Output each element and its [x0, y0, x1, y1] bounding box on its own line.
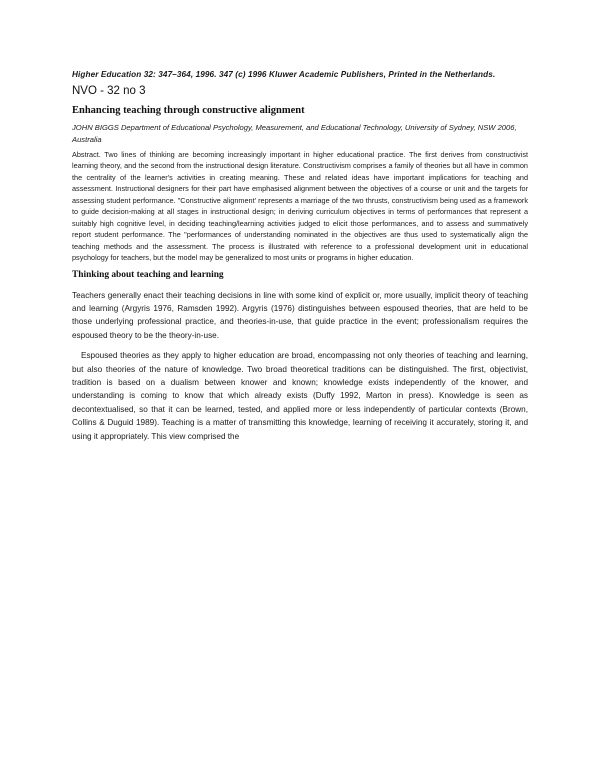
author-affiliation: JOHN BIGGS Department of Educational Psychology, Measurement, and Educational Technology, University of Sydney, NSW 2006, Australia: [72, 123, 517, 144]
body-paragraph: Teachers generally enact their teaching decisions in line with some kind of explicit or, more usually, implicit theory of teaching and learning (Argyris 1976, Ramsden 1992). Argyris (1976) distinguishes between espoused theories, that are held to be those underlying professional practice, and theories-in-use, that guide practice in the event; professionalism requires the espoused theory to be the theory-in-use.: [72, 290, 528, 340]
document-page: [72, 70, 528, 450]
body-paragraph: Espoused theories as they apply to higher education are broad, encompassing not only theories of teaching and learning, but also theories of the nature of knowledge. Two broad theoretical traditions can be distinguished. The first, objectivist, tradition is based on a dualism between knower and known; knowledge exists independently of the knower, and understanding is coming to know that which already exists (Duffy 1992, Marton in press). Knowledge is seen as decontextualised, so that it can be learned, tested, and applied more or less independently of particular contexts (Brown, Collins & Duguid 1989). Teaching is a matter of transmitting this knowledge, learning of receiving it accurately, storing it, and using it appropriately. This view comprised the: [72, 351, 528, 441]
abstract: Abstract. Two lines of thinking are becoming increasingly important in higher educational practice. The first derives from constructivist learning theory, and the second from the instructional design literature. Constructivism comprises a family of theories but all have in common the centrality of the learner's activities in creating meaning. These and related ideas have important implications for teaching and assessment. Instructional designers for their part have emphasised alignment between the objectives of a course or unit and the targets for assessing student performance. "Constructive alignment' represents a marriage of the two thrusts, constructivism being used as a framework to guide decision-making at all stages in instructional design; in deriving curriculum objectives in terms of performances that represent a suitably high cognitive level, in deciding teaching/learning activities judged to elicit those performances, and to assess and summatively report student performance. The "performances of understanding nominated in the objectives are thus used to systematically align the teaching methods and the assessment. The process is illustrated with reference to a professional development unit in educational psychology for teachers, but the model may be generalized to most units or programs in higher education.: [72, 150, 528, 263]
article-title: Enhancing teaching through constructive alignment: [72, 105, 305, 116]
document-id: NVO - 32 no 3: [72, 85, 146, 97]
journal-citation: Higher Education 32: 347–364, 1996. 347 (c) 1996 Kluwer Academic Publishers, Printed in the Netherlands.: [72, 70, 496, 79]
section-heading: Thinking about teaching and learning: [72, 269, 224, 280]
